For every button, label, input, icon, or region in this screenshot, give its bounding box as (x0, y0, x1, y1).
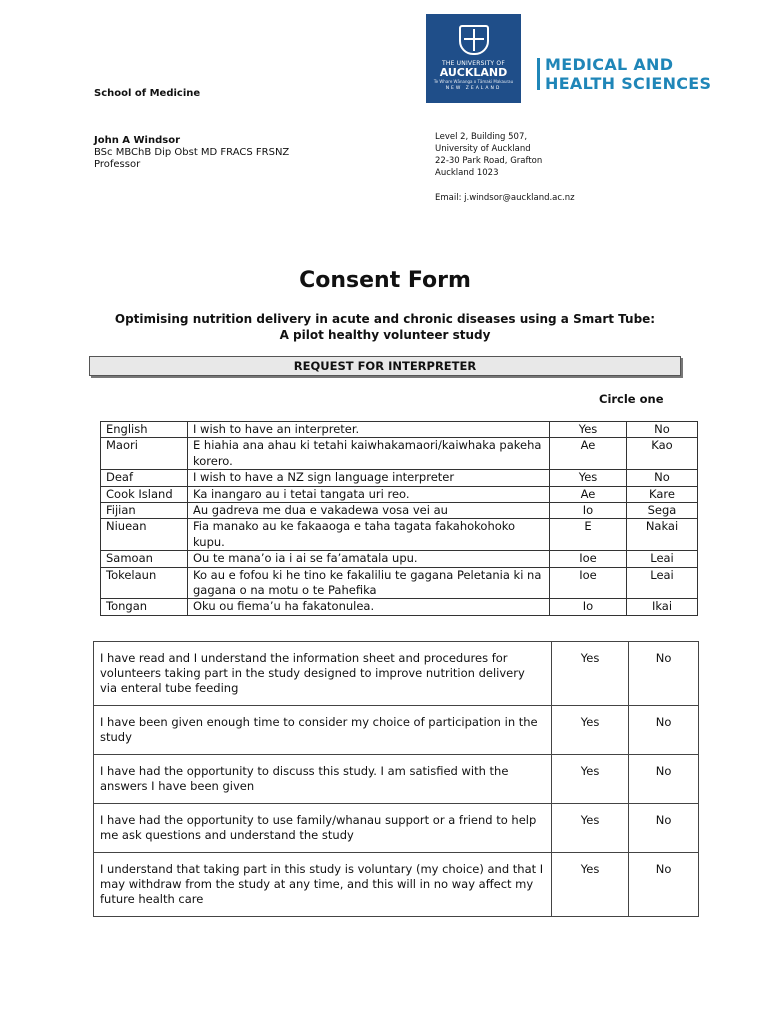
language-cell: English (101, 422, 188, 438)
consent-row (94, 755, 699, 804)
yes-option[interactable]: Ioe (550, 551, 627, 567)
language-cell: Deaf (101, 470, 188, 486)
logo-line-4: NEW ZEALAND (445, 86, 502, 91)
contact-role: Professor (94, 159, 141, 170)
language-cell: Cook Island (101, 486, 188, 502)
interpreter-row (101, 551, 698, 567)
no-option[interactable]: No (629, 642, 699, 706)
yes-option[interactable]: Yes (552, 706, 629, 755)
request-text-cell: Ka inangaro au i tetai tangata uri reo. (188, 486, 550, 502)
interpreter-row (101, 519, 698, 551)
contact-details (94, 147, 289, 171)
circle-one-label: Circle one (599, 392, 664, 406)
email-address: Email: j.windsor@auckland.ac.nz (435, 193, 575, 203)
faculty-divider (537, 58, 540, 90)
interpreter-row (101, 486, 698, 502)
interpreter-heading: REQUEST FOR INTERPRETER (89, 356, 681, 376)
address-line: University of Auckland (435, 144, 531, 154)
statement-text: I have had the opportunity to use family/whanau support or a friend to help me ask questions and understand the study (94, 804, 552, 853)
request-text-cell: I wish to have an interpreter. (188, 422, 550, 438)
faculty-line-2: HEALTH SCIENCES (545, 74, 712, 93)
address-line: 22-30 Park Road, Grafton (435, 156, 543, 166)
request-text-cell: Oku ou fiema’u ha fakatonulea. (188, 599, 550, 615)
interpreter-table (100, 421, 698, 616)
yes-option[interactable]: Ae (550, 438, 627, 470)
no-option[interactable]: No (629, 853, 699, 917)
logo-line-3: Te Whare Wānanga o Tāmaki Makaurau (433, 79, 514, 84)
contact-quals: BSc MBChB Dip Obst MD FRACS FRSNZ (94, 147, 290, 158)
logo-line-2: AUCKLAND (439, 66, 508, 79)
no-option[interactable]: Leai (627, 567, 698, 599)
consent-row (94, 804, 699, 853)
request-text-cell: Fia manako au ke fakaaoga e taha tagata fakahokohoko kupu. (188, 519, 550, 551)
contact-name: John A Windsor (94, 135, 181, 146)
logo-line-1: THE UNIVERSITY OF (442, 60, 505, 67)
address-line: Level 2, Building 507, (435, 132, 528, 142)
study-title-line-1: Optimising nutrition delivery in acute and chronic diseases using a Smart Tube: (114, 312, 656, 326)
address-line: Auckland 1023 (435, 168, 499, 178)
yes-option[interactable]: Yes (552, 804, 629, 853)
study-title (0, 311, 770, 343)
yes-option[interactable]: Yes (550, 470, 627, 486)
consent-row (94, 642, 699, 706)
consent-statements-table (93, 641, 699, 917)
university-logo (426, 14, 521, 103)
consent-row (94, 706, 699, 755)
interpreter-row (101, 599, 698, 615)
statement-text: I have had the opportunity to discuss this study. I am satisfied with the answers I have been given (94, 755, 552, 804)
statement-text: I have been given enough time to consider my choice of participation in the study (94, 706, 552, 755)
address-block (435, 131, 542, 179)
statement-text: I have read and I understand the information sheet and procedures for volunteers taking part in the study designed to improve nutrition delivery via enteral tube feeding (94, 642, 552, 706)
yes-option[interactable]: Io (550, 599, 627, 615)
request-text-cell: Au gadreva me dua e vakadewa vosa vei au (188, 503, 550, 519)
no-option[interactable]: Kare (627, 486, 698, 502)
interpreter-row (101, 422, 698, 438)
school-name: School of Medicine (94, 88, 201, 99)
yes-option[interactable]: Yes (552, 755, 629, 804)
no-option[interactable]: No (629, 755, 699, 804)
yes-option[interactable]: Ioe (550, 567, 627, 599)
statement-text: I understand that taking part in this study is voluntary (my choice) and that I may withdraw from the study at any time, and this will in no way affect my future health care (94, 853, 552, 917)
no-option[interactable]: No (627, 422, 698, 438)
request-text-cell: Ou te mana’o ia i ai se fa’amatala upu. (188, 551, 550, 567)
language-cell: Tokelaun (101, 567, 188, 599)
crest-icon (459, 25, 489, 55)
interpreter-row (101, 503, 698, 519)
consent-row (94, 853, 699, 917)
interpreter-row (101, 567, 698, 599)
no-option[interactable]: Kao (627, 438, 698, 470)
interpreter-row (101, 470, 698, 486)
no-option[interactable]: No (629, 706, 699, 755)
request-text-cell: Ko au e fofou ki he tino ke fakaliliu te gagana Peletania ki na gagana o na motu o te Pahefika (188, 567, 550, 599)
faculty-name (545, 55, 711, 93)
no-option[interactable]: Ikai (627, 599, 698, 615)
yes-option[interactable]: Yes (550, 422, 627, 438)
faculty-line-1: MEDICAL AND (545, 55, 674, 74)
no-option[interactable]: Sega (627, 503, 698, 519)
yes-option[interactable]: Ae (550, 486, 627, 502)
interpreter-row (101, 438, 698, 470)
yes-option[interactable]: Yes (552, 642, 629, 706)
no-option[interactable]: No (629, 804, 699, 853)
language-cell: Tongan (101, 599, 188, 615)
request-text-cell: E hiahia ana ahau ki tetahi kaiwhakamaori/kaiwhaka pakeha korero. (188, 438, 550, 470)
no-option[interactable]: Leai (627, 551, 698, 567)
yes-option[interactable]: Yes (552, 853, 629, 917)
no-option[interactable]: No (627, 470, 698, 486)
yes-option[interactable]: E (550, 519, 627, 551)
no-option[interactable]: Nakai (627, 519, 698, 551)
request-text-cell: I wish to have a NZ sign language interpreter (188, 470, 550, 486)
page-title: Consent Form (299, 268, 471, 293)
language-cell: Niuean (101, 519, 188, 551)
language-cell: Maori (101, 438, 188, 470)
yes-option[interactable]: Io (550, 503, 627, 519)
language-cell: Samoan (101, 551, 188, 567)
language-cell: Fijian (101, 503, 188, 519)
study-title-line-2: A pilot healthy volunteer study (279, 328, 491, 342)
